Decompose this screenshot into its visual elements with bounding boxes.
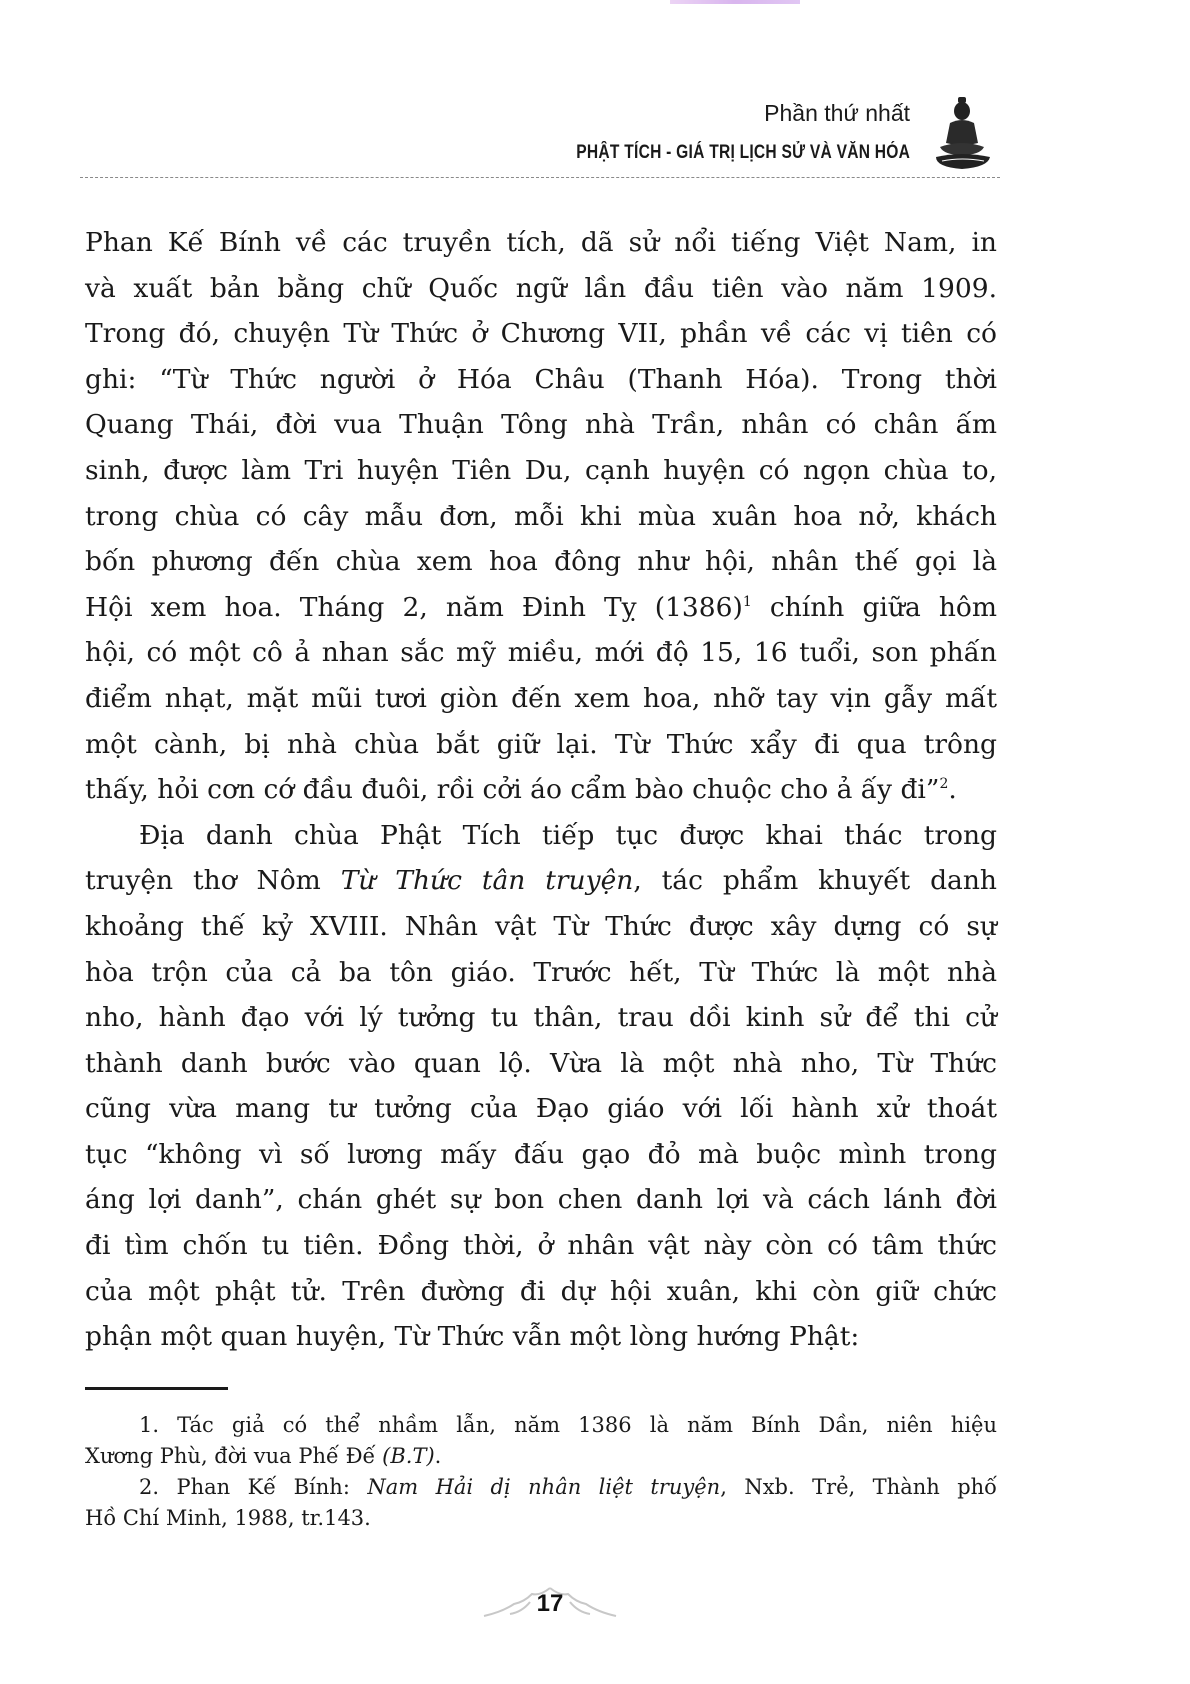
text-line: hội, có một cô ả nhan sắc mỹ miều, mới độ 15, 16 tuổi, son phấn	[85, 637, 997, 669]
cited-work-title: Nam Hải dị nhân liệt truyện	[367, 1475, 721, 1499]
text-line: một cành, bị nhà chùa bắt giữ lại. Từ Thức xẩy đi qua trông	[85, 728, 997, 760]
text-line: bốn phương đến chùa xem hoa đông như hội, nhân thế gọi là	[85, 546, 997, 578]
part-label: Phần thứ nhất	[764, 100, 910, 126]
seated-buddha-icon	[928, 95, 998, 175]
text-line: sinh, được làm Tri huyện Tiên Du, cạnh huyện có ngọn chùa to,	[85, 454, 997, 486]
text-line: điểm nhạt, mặt mũi tươi giòn đến xem hoa, nhỡ tay vịn gẫy mất	[85, 682, 997, 714]
text-line: Trong đó, chuyện Từ Thức ở Chương VII, phần về các vị tiên có	[85, 318, 997, 350]
text-line: ghi: “Từ Thức người ở Hóa Châu (Thanh Hóa). Trong thời	[85, 363, 997, 395]
text-line: truyện thơ Nôm Từ Thức tân truyện, tác phẩm khuyết danh	[85, 865, 997, 897]
text-line: và xuất bản bằng chữ Quốc ngữ lần đầu tiên vào năm 1909.	[85, 272, 997, 304]
text-line: cũng vừa mang tư tưởng của Đạo giáo với lối hành xử thoát	[85, 1093, 997, 1125]
text-line: phận một quan huyện, Từ Thức vẫn một lòng hướng Phật:	[85, 1321, 860, 1353]
body-text	[85, 220, 997, 1360]
text-line: tục “không vì số lương mấy đấu gạo đỏ mà buộc mình trong	[85, 1138, 997, 1170]
text-line: Phan Kế Bính về các truyền tích, dã sử nổi tiếng Việt Nam, in	[85, 227, 997, 258]
text-line: Địa danh chùa Phật Tích tiếp tục được khai thác trong	[139, 819, 997, 851]
text-line: thấy, hỏi cơn cớ đầu đuôi, rồi cởi áo cẩm bào chuộc cho ả ấy đi”$^2$.	[85, 774, 957, 806]
running-header	[80, 95, 1000, 180]
text-line: Quang Thái, đời vua Thuận Tông nhà Trần, nhân có chân ấm	[85, 409, 997, 441]
work-title: Từ Thức tân truyện	[340, 865, 634, 897]
footnote-1: 1. Tác giả có thể nhầm lẫn, năm 1386 là năm Bính Dần, niên hiệu	[139, 1413, 997, 1437]
footnote-divider	[85, 1387, 228, 1390]
text-line: của một phật tử. Trên đường đi dự hội xuân, khi còn giữ chức	[85, 1275, 997, 1307]
footnote-2-cont: Hồ Chí Minh, 1988, tr.143.	[85, 1506, 371, 1530]
section-title: PHẬT TÍCH - GIÁ TRỊ LỊCH SỬ VÀ VĂN HÓA	[576, 142, 910, 163]
text-line: áng lợi danh”, chán ghét sự bon chen danh lợi và cách lánh đời	[85, 1184, 997, 1216]
page-number: 17	[536, 1590, 564, 1617]
text-line: trong chùa có cây mẫu đơn, mỗi khi mùa xuân hoa nở, khách	[85, 500, 997, 532]
header-divider	[80, 177, 1000, 178]
text-line: khoảng thế kỷ XVIII. Nhân vật Từ Thức được xây dựng có sự	[85, 910, 997, 942]
footnote-1-cont: Xương Phù, đời vua Phế Đế (B.T).	[85, 1444, 442, 1468]
footnote-2: 2. Phan Kế Bính: Nam Hải dị nhân liệt truyện, Nxb. Trẻ, Thành phố	[139, 1475, 998, 1499]
footnote-ref-1[interactable]: 1	[742, 593, 752, 610]
text-line: hòa trộn của cả ba tôn giáo. Trước hết, Từ Thức là một nhà	[85, 956, 997, 988]
page-footer	[470, 1582, 630, 1632]
text-line: Hội xem hoa. Tháng 2, năm Đinh Tỵ $(1386)^1$ chính giữa hôm	[85, 591, 997, 623]
text-line: đi tìm chốn tu tiên. Đồng thời, ở nhân vật này còn có tâm thức	[85, 1230, 997, 1262]
scan-artifact	[670, 0, 800, 4]
footnote-ref-2[interactable]: 2	[939, 776, 949, 793]
text-line: nho, hành đạo với lý tưởng tu thân, trau dồi kinh sử để thi cử	[85, 1002, 997, 1034]
text-line: thành danh bước vào quan lộ. Vừa là một nhà nho, Từ Thức	[85, 1047, 997, 1079]
footnotes	[85, 1410, 997, 1534]
